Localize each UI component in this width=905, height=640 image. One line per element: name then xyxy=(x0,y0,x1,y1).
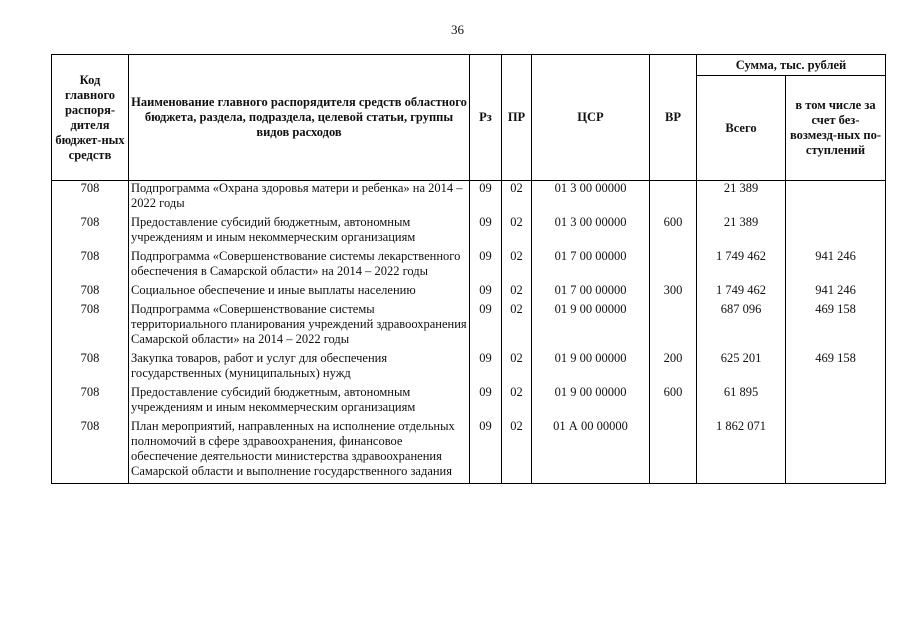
header-code: Код главного распоря-дителя бюджет-ных средств xyxy=(52,55,129,181)
cell-rz: 09 xyxy=(470,283,502,302)
cell-pr: 02 xyxy=(502,181,532,216)
cell-total: 21 389 xyxy=(697,215,786,249)
cell-csr: 01 А 00 00000 xyxy=(532,419,650,484)
cell-rz: 09 xyxy=(470,249,502,283)
cell-csr: 01 7 00 00000 xyxy=(532,249,650,283)
table-row xyxy=(52,419,886,484)
cell-vr xyxy=(650,181,697,216)
header-rz: Рз xyxy=(470,55,502,181)
cell-total: 687 096 xyxy=(697,302,786,351)
cell-total: 1 749 462 xyxy=(697,249,786,283)
cell-csr: 01 3 00 00000 xyxy=(532,181,650,216)
cell-vr xyxy=(650,302,697,351)
cell-incl: 941 246 xyxy=(786,283,886,302)
table-row xyxy=(52,385,886,419)
table-row xyxy=(52,302,886,351)
cell-code: 708 xyxy=(52,283,129,302)
header-sum: Сумма, тыс. рублей xyxy=(697,55,886,76)
table-row xyxy=(52,351,886,385)
cell-incl xyxy=(786,419,886,484)
cell-pr: 02 xyxy=(502,215,532,249)
table-row xyxy=(52,249,886,283)
cell-name: Подпрограмма «Совершенствование системы территориального планирования учреждений здравоохранения Самарской области» на 2014 – 2022 годы xyxy=(129,302,470,351)
cell-code: 708 xyxy=(52,351,129,385)
cell-csr: 01 9 00 00000 xyxy=(532,351,650,385)
header-total: Всего xyxy=(697,76,786,181)
cell-vr xyxy=(650,419,697,484)
cell-pr: 02 xyxy=(502,249,532,283)
cell-vr: 300 xyxy=(650,283,697,302)
cell-name: Подпрограмма «Совершенствование системы лекарственного обеспечения в Самарской области» на 2014 – 2022 годы xyxy=(129,249,470,283)
cell-code: 708 xyxy=(52,419,129,484)
cell-incl xyxy=(786,181,886,216)
cell-incl: 469 158 xyxy=(786,351,886,385)
cell-csr: 01 3 00 00000 xyxy=(532,215,650,249)
cell-name: Предоставление субсидий бюджетным, автономным учреждениям и иным некоммерческим организациям xyxy=(129,385,470,419)
cell-total: 1 749 462 xyxy=(697,283,786,302)
cell-vr: 200 xyxy=(650,351,697,385)
cell-pr: 02 xyxy=(502,302,532,351)
cell-code: 708 xyxy=(52,249,129,283)
table-row xyxy=(52,181,886,216)
header-csr: ЦСР xyxy=(532,55,650,181)
cell-rz: 09 xyxy=(470,419,502,484)
cell-rz: 09 xyxy=(470,181,502,216)
cell-pr: 02 xyxy=(502,283,532,302)
cell-code: 708 xyxy=(52,215,129,249)
header-vr: ВР xyxy=(650,55,697,181)
cell-csr: 01 9 00 00000 xyxy=(532,385,650,419)
cell-vr: 600 xyxy=(650,385,697,419)
cell-name: Предоставление субсидий бюджетным, автономным учреждениям и иным некоммерческим организациям xyxy=(129,215,470,249)
cell-rz: 09 xyxy=(470,351,502,385)
cell-pr: 02 xyxy=(502,351,532,385)
cell-total: 1 862 071 xyxy=(697,419,786,484)
cell-total: 21 389 xyxy=(697,181,786,216)
cell-name: План мероприятий, направленных на исполнение отдельных полномочий в сфере здравоохранения, финансовое обеспечение деятельности министерства здравоохранения Самарской области и выполнение государственного задания xyxy=(129,419,470,484)
cell-vr: 600 xyxy=(650,215,697,249)
cell-pr: 02 xyxy=(502,385,532,419)
table-body xyxy=(52,181,886,484)
cell-name: Социальное обеспечение и иные выплаты населению xyxy=(129,283,470,302)
page-number: 36 xyxy=(451,22,464,37)
cell-rz: 09 xyxy=(470,302,502,351)
cell-code: 708 xyxy=(52,385,129,419)
cell-name: Закупка товаров, работ и услуг для обеспечения государственных (муниципальных) нужд xyxy=(129,351,470,385)
cell-rz: 09 xyxy=(470,215,502,249)
header-incl: в том числе за счет без-возмезд-ных по-ступлений xyxy=(786,76,886,181)
cell-incl: 941 246 xyxy=(786,249,886,283)
budget-table xyxy=(51,54,886,484)
cell-vr xyxy=(650,249,697,283)
table-row xyxy=(52,283,886,302)
cell-incl: 469 158 xyxy=(786,302,886,351)
table-row xyxy=(52,215,886,249)
table-header xyxy=(52,55,886,181)
cell-code: 708 xyxy=(52,302,129,351)
cell-incl xyxy=(786,215,886,249)
header-name: Наименование главного распорядителя средств областного бюджета, раздела, подраздела, целевой статьи, группы видов расходов xyxy=(129,55,470,181)
cell-total: 61 895 xyxy=(697,385,786,419)
cell-csr: 01 7 00 00000 xyxy=(532,283,650,302)
header-pr: ПР xyxy=(502,55,532,181)
cell-code: 708 xyxy=(52,181,129,216)
cell-total: 625 201 xyxy=(697,351,786,385)
cell-incl xyxy=(786,385,886,419)
cell-pr: 02 xyxy=(502,419,532,484)
cell-rz: 09 xyxy=(470,385,502,419)
cell-csr: 01 9 00 00000 xyxy=(532,302,650,351)
cell-name: Подпрограмма «Охрана здоровья матери и ребенка» на 2014 – 2022 годы xyxy=(129,181,470,216)
